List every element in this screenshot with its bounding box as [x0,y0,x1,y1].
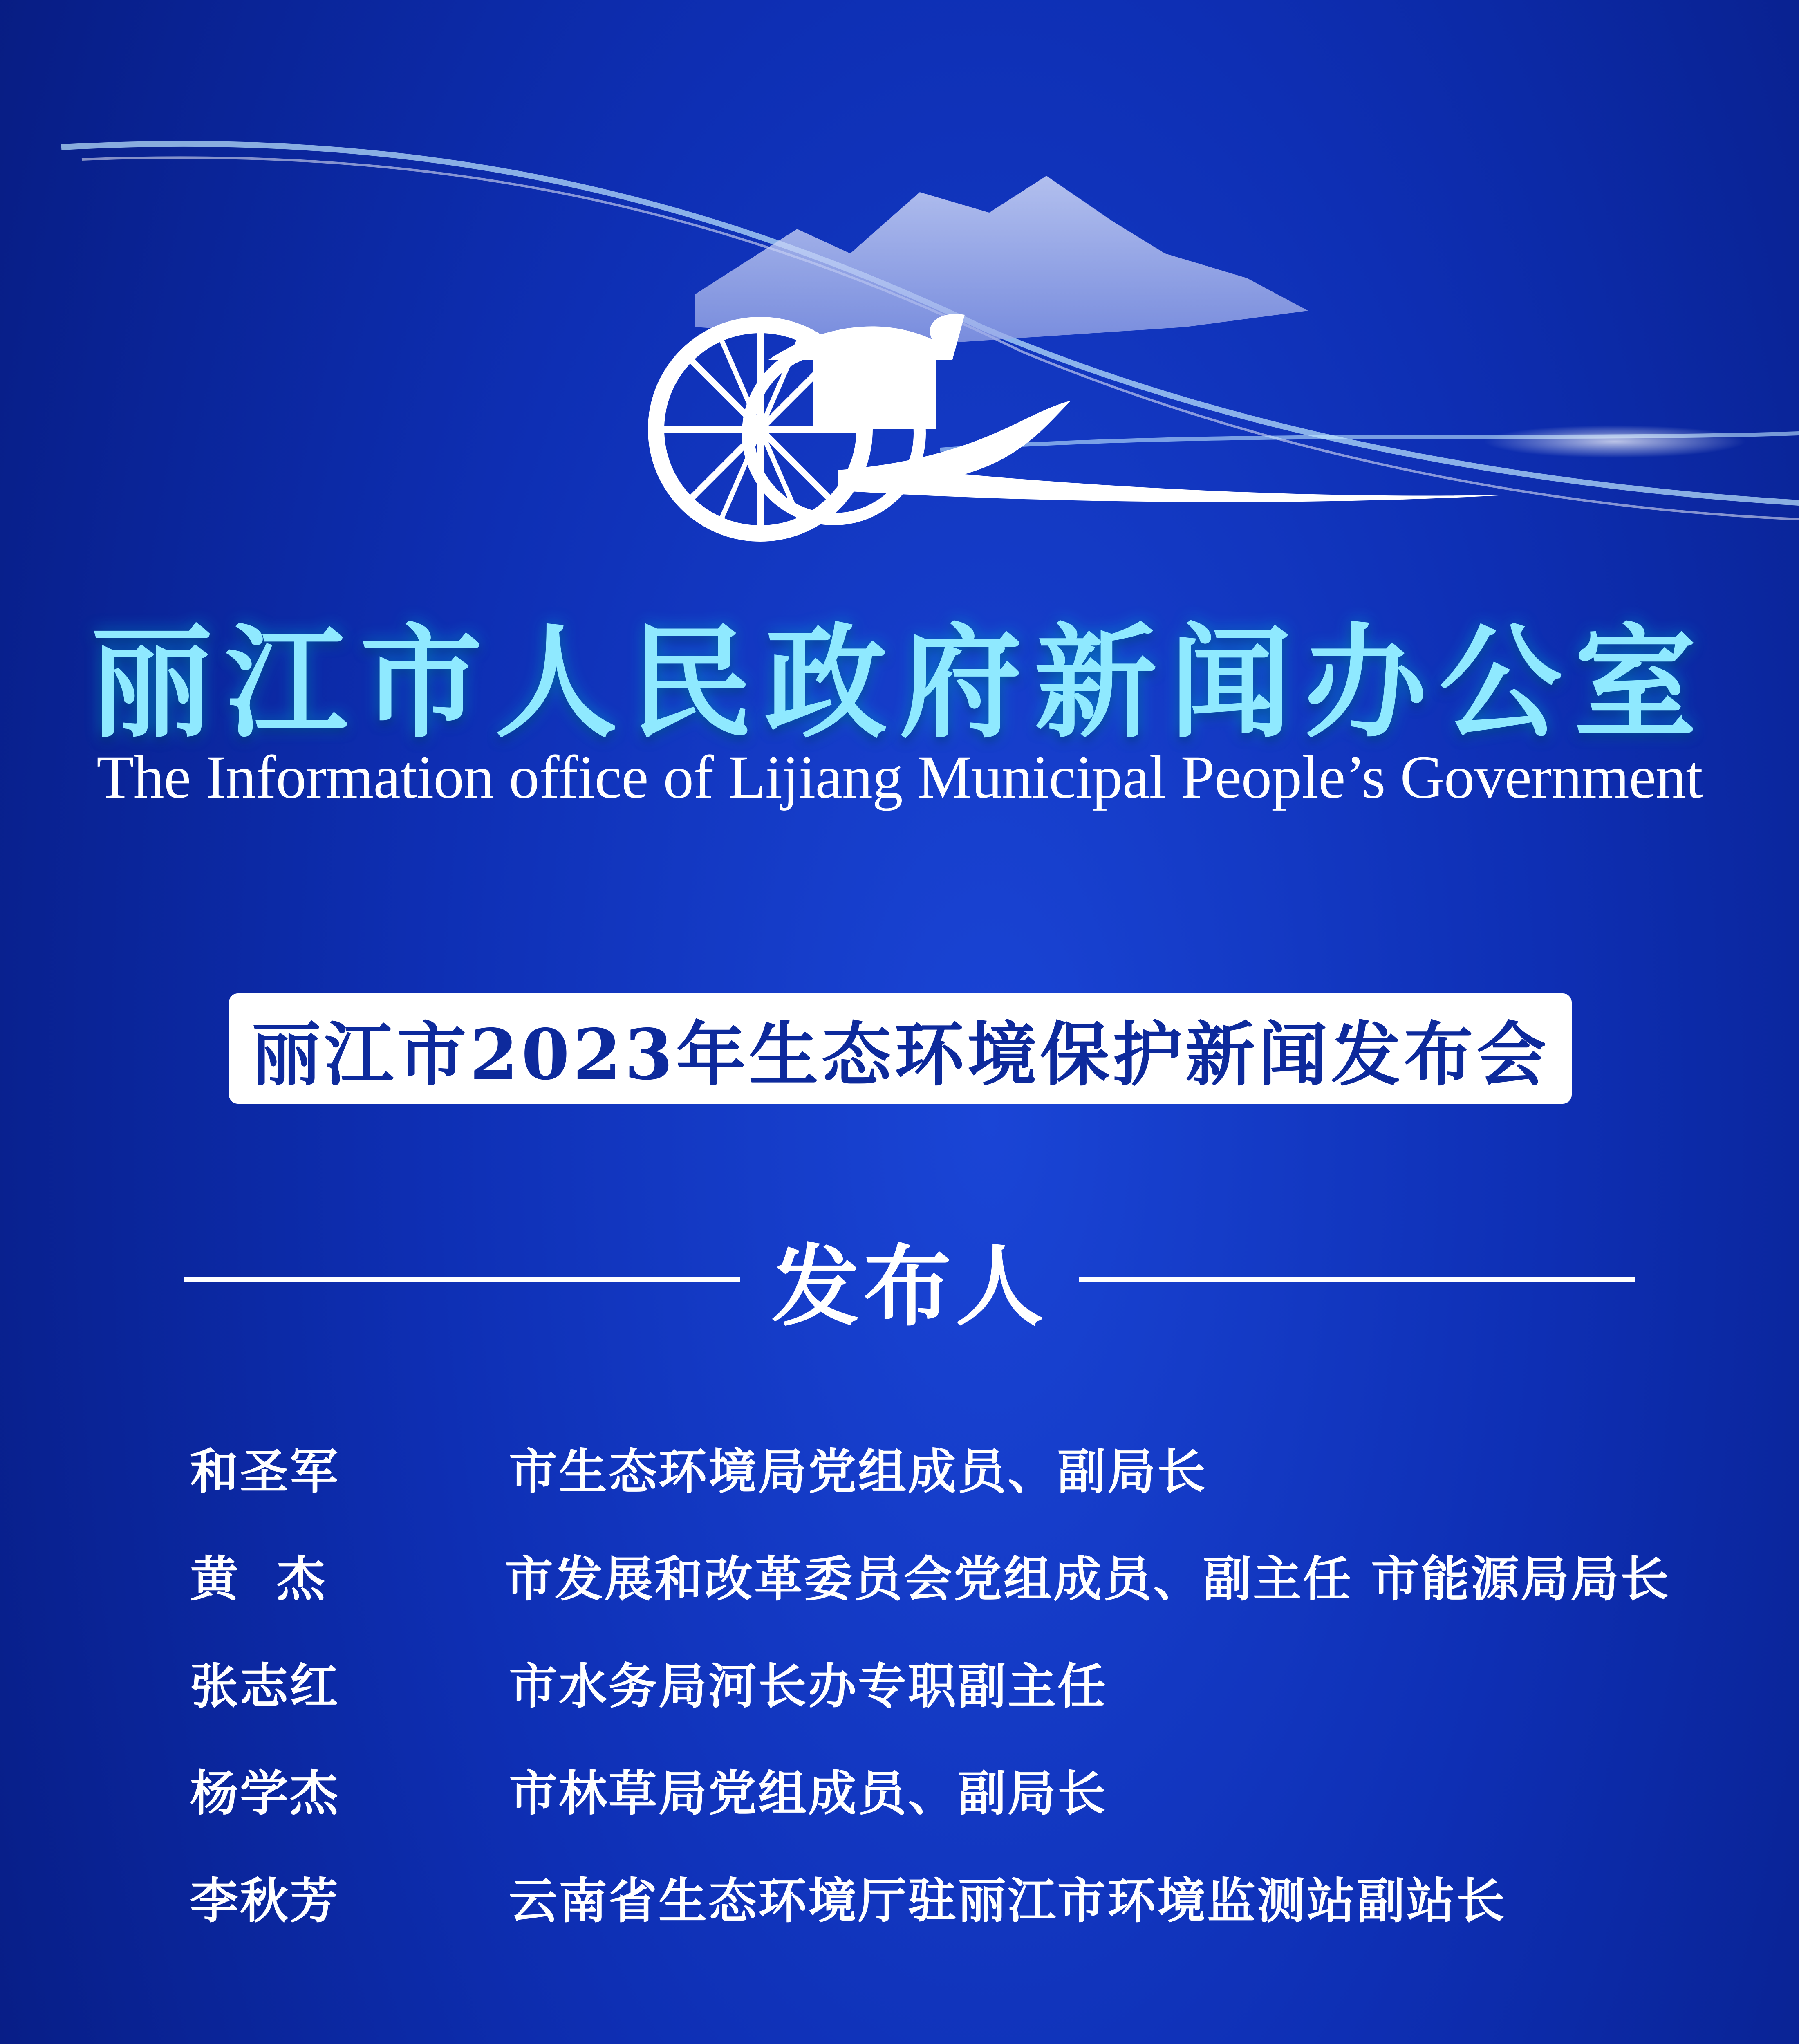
speakers-section-header [184,1230,1635,1338]
speaker-title: 市发展和改革委员会党组成员、副主任 市能源局局长 [505,1551,1671,1607]
speaker-name: 黄 杰 [190,1551,327,1607]
speaker-name: 张志红 [190,1658,340,1715]
speaker-name: 和圣军 [190,1443,340,1500]
speaker-name: 李秋芳 [190,1873,340,1929]
speaker-row [190,1862,1784,1936]
office-title-en: The Information office of Lijiang Municipal People’s Government [96,743,1703,811]
speaker-title: 市林草局党组成员、副局长 [509,1765,1108,1822]
speaker-row [190,1755,1784,1828]
speakers-section-label: 发布人 [771,1235,1048,1338]
divider-left [184,1277,740,1282]
speaker-name: 杨学杰 [190,1765,340,1822]
waterwheel-mountain-logo [0,0,1799,613]
speaker-title: 市生态环境局党组成员、副局长 [509,1443,1208,1500]
event-title-banner [229,993,1572,1104]
divider-right [1079,1277,1635,1282]
speaker-row [190,1647,1784,1721]
speaker-row [190,1433,1784,1506]
event-title: 丽江市2023年生态环境保护新闻发布会 [251,1013,1550,1096]
office-title-cn: 丽江市人民政府新闻办公室 [90,610,1709,755]
speaker-row [190,1540,1784,1614]
speaker-title: 市水务局河长办专职副主任 [509,1658,1108,1715]
speaker-title: 云南省生态环境厅驻丽江市环境监测站副站长 [509,1873,1507,1929]
